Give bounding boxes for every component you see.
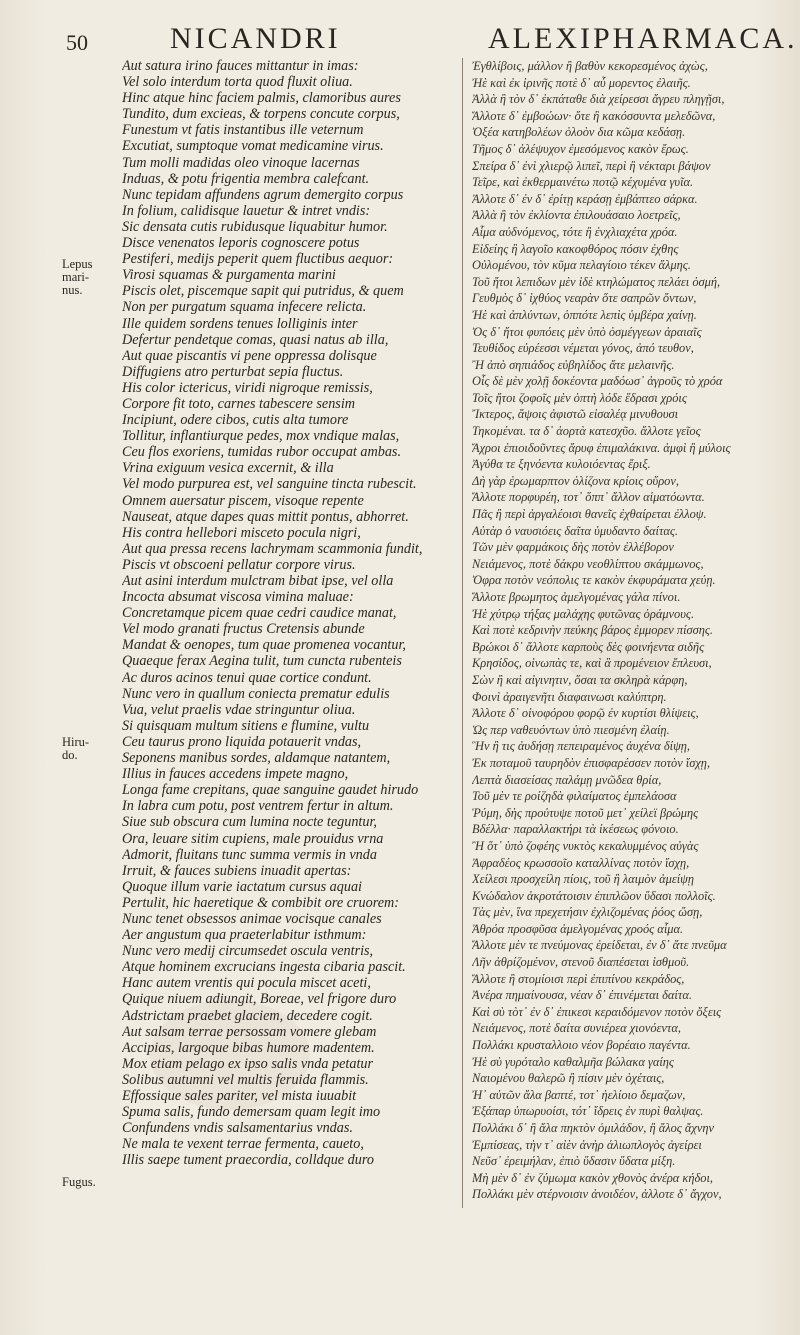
greek-verse-line: Λεπτὰ διασείσας παλάμῃ μνῶδεα θρία, <box>472 772 662 787</box>
latin-verse-line: Aut qua pressa recens lachrymam scammonia fundit, <box>122 540 423 557</box>
latin-verse-line: Piscis olet, piscemque sapit qui putridus, & quem <box>122 283 404 300</box>
greek-verse-line: Ὡς περ ναθευόντων ὑπὸ πιεσμένη ἐλαίῃ. <box>472 722 670 737</box>
latin-verse-line: Confundens vndis salsamentarius vndas. <box>122 1120 353 1137</box>
greek-verse-line: Γευθμὸς δ᾽ ἰχθύος νεαρὰν ὅτε σαπρῶν ὄντων, <box>472 291 697 306</box>
latin-verse-line: In folium, calidisque lauetur & intret vndis: <box>122 202 371 219</box>
latin-verse-line: Solibus autumni vel multis feruida flammis. <box>122 1071 369 1088</box>
greek-verse-line: Χείλεσι προσχείλη πίοις, τοῦ ἢ λαιμὸν ἀμείψῃ <box>472 872 695 887</box>
greek-verse-line: Οἷς δὲ μὲν χολῇ δοκέοντα μαδόωσ᾽ ἀγροῦς τὸ χρόα <box>472 374 723 389</box>
greek-verse-line: Πολλάκι μὲν στέρνοισιν ἀνοιδέον, ἀλλοτε δ᾽ ἄγχον, <box>472 1187 722 1202</box>
latin-verse-line: Piscis vt obscoeni pellatur corpore virus. <box>122 556 356 573</box>
greek-verse-line: Ἀνέρα πημαίνουσα, νέαν δ᾽ ἐπινέμεται δαίτα. <box>472 988 692 1003</box>
latin-verse-line: Si quisquam multum sitiens e flumine, vultu <box>122 717 370 734</box>
latin-verse-line: Seponens manibus sordes, aldamque natantem, <box>122 750 391 767</box>
greek-verse-line: Ἢ ὅτ᾽ ὑπὸ ζοφέης νυκτὸς κεκαλυμμένος αὐγὰς <box>472 838 699 853</box>
latin-verse-line: Ne mala te vexent terrae fermenta, caueto, <box>122 1136 364 1153</box>
greek-verse-line: Λῆν ἀθρίζομένον, στενοῦ διαπέσεται ἰσθμοῦ. <box>472 955 690 970</box>
latin-verse-line: Nauseat, atque dapes quas mittit pontus, abhorret. <box>122 508 409 525</box>
latin-verse-line: Effossique sales pariter, vel mista iuuabit <box>122 1088 357 1104</box>
greek-verse-line: Νειάμενος, ποτὲ δάκρυ νεοθλίπτου σκάμμωνος, <box>472 556 704 571</box>
latin-verse-line: Vel modo granati fructus Cretensis abunde <box>122 621 365 638</box>
greek-verse-line: Πολλάκι δ᾽ ἢ ἄλα πηκτὸν ὁμιλάδον, ἢ ἄλος ἄχνην <box>472 1121 715 1135</box>
latin-verse-line: His contra hellebori misceto pocula nigri, <box>122 524 361 541</box>
latin-verse-line: Virosi squamas & purgamenta marini <box>122 267 336 284</box>
latin-verse-line: Illius in fauces accedens impete magno, <box>122 766 349 783</box>
latin-verse-line: Pertulit, hic haeretique & combibit ore cruorem: <box>122 894 399 911</box>
greek-verse-line: Τοῦ ἤτοι λεπιδων μὲν ἰδὲ κτηλώματος πελάει ὀσμή, <box>472 274 721 289</box>
latin-verse-line: Longa fame crepitans, quae sanguine gaudet hirudo <box>122 782 419 799</box>
latin-verse-line: Ora, leuare sitim cupiens, male prouidus vrna <box>122 830 384 847</box>
running-title-right: ALEXIPHARMACA. <box>488 22 798 55</box>
latin-verse-line: Irruit, & fauces subiens inuadit apertas: <box>122 862 352 879</box>
greek-verse-line: Κνώδαλον ἀκροτάτοισιν ἐπιπλῶον ὕδασι πολλοῖς. <box>472 888 716 903</box>
latin-verse-line: Mandat & oenopes, tum quae promenea vocantur, <box>122 637 406 654</box>
latin-verse-line: Incipiunt, odere cibos, cutis alta tumore <box>122 412 349 429</box>
greek-text-column <box>472 58 792 1203</box>
greek-verse-line: Τὰς μὲν, ἵνα πρεχετήσιν ἐχλιζομένας ῥόος ὤσῃ, <box>472 905 703 920</box>
latin-verse-line: Nunc vero medij circumsedet oscula ventris, <box>122 943 374 960</box>
latin-verse-line: Aut asini interdum mulctram bibat ipse, vel olla <box>122 573 394 589</box>
latin-verse-line: Ceu taurus prono liquida potauerit vndas, <box>122 733 362 750</box>
greek-verse-line: Ἄλλοτε δ᾽ ἐμβοώων· ὅτε ἢ κακόσσυντα μελεδῶνα, <box>472 108 716 123</box>
greek-verse-line: Φοινὶ ἀραιγενῆτι διαφαινωσι καλύπτρη. <box>472 689 667 704</box>
greek-verse-line: Ἐμπίσεας, τὴν τ᾽ αἰὲν ἀνὴρ ἁλιωπλογὸς ἀγείρει <box>472 1137 702 1152</box>
latin-verse-line: Tollitur, inflantiurque pedes, mox vndique malas, <box>122 428 400 445</box>
latin-verse-line: Hinc atque hinc faciem palmis, clamoribus aures <box>122 90 401 107</box>
latin-verse-line: Omnem auersatur piscem, visoque repente <box>122 492 364 509</box>
greek-verse-line: Καὶ ποτὲ κεδρινὴν πεύκης βάρος ἐμμορεν πίσσης. <box>472 623 714 638</box>
latin-verse-line: Aut quae piscantis vi pene oppressa dolisque <box>122 347 377 364</box>
latin-verse-line: Pestiferi, medijs peperit quem fluctibus aequor: <box>122 251 394 268</box>
latin-text-column <box>122 58 458 1168</box>
latin-verse-line: Excutiat, sumptoque vomat medicamine virus. <box>122 138 384 155</box>
greek-verse-line: Ἐκ ποταμοῦ ταυρηδὸν ἐπισφαρέσσεν ποτὸν ἴσχῃ, <box>472 755 711 770</box>
greek-verse-line: Ἐγθλίβοις, μάλλον ἢ βαθὺν κεκορεσμένος ἀχὼς, <box>472 59 708 73</box>
greek-verse-line: Ἴκτερος, ἄψοις ἀφιστῶ εἰσαλέᾳ μινυθουσι <box>472 407 679 422</box>
latin-verse-line: Vel modo purpurea est, vel sanguine tincta rubescit. <box>122 476 417 493</box>
latin-verse-line: Mox etiam pelago ex ipso salis vnda petatur <box>122 1055 373 1072</box>
greek-verse-line: Καὶ σὺ τὸτ᾽ ἐν δ᾽ ἐπικεσι κεραιδόμενον ποτὸν ὄξεις <box>472 1004 722 1019</box>
greek-verse-line: Βρώκοι δ᾽ ἄλλοτε καρποὺς δὲς φοινήεντα σιδῆς <box>472 639 705 654</box>
latin-verse-line: His color ictericus, viridi nigroque remissis, <box>122 379 373 396</box>
greek-verse-line: Ναιομένου θαλερῶ ἢ πίσιν μὲν ὀχέταις, <box>472 1071 665 1086</box>
greek-verse-line: Ἄλλοτε πορφυρέη, τοτ᾽ ὅππ᾽ ἄλλον αἱματόωντα. <box>472 490 705 505</box>
latin-verse-line: Vrina exiguum vesica excernit, & illa <box>122 460 334 477</box>
greek-verse-line: Αὐτὰρ ὁ ναυσιόεις δαῖτα ὑμυδαντο δαίτας. <box>472 523 679 538</box>
greek-verse-line: Ἀλλὰ ἢ τὸν δ᾽ ἐκπάταθε διὰ χείρεσσι ἄγρευ πληγῇσι, <box>472 92 725 107</box>
column-divider <box>462 58 463 1208</box>
latin-verse-line: Quoque illum varie iactatum cursus aquai <box>122 878 362 895</box>
latin-verse-line: Adstrictam praebet glaciem, decedere cogit. <box>122 1007 373 1024</box>
margin-note-fugus: Fugus. <box>62 1175 96 1189</box>
latin-verse-line: Concretamque picem quae cedri caudice manat, <box>122 605 397 622</box>
greek-verse-line: Ὀξέα κατηβολέων ὀλοὸν δια κῶμα κεδάσῃ. <box>472 125 686 140</box>
latin-verse-line: Tum molli madidas oleo vinoque lacernas <box>122 154 360 171</box>
greek-verse-line: Τηκομέναι. τα δ᾽ ἀορτὰ κατεσχῦο. ἄλλοτε γεῖος <box>472 424 701 439</box>
greek-verse-line: Ῥύμη, δὴς προὐτυψε ποτοῦ μετ᾽ χείλεϊ βρώμης <box>472 805 699 820</box>
latin-verse-line: Ceu flos exoriens, tumidas rubor occupat ambas. <box>122 444 402 461</box>
greek-verse-line: Τευθίδος εὐρέεσσι νέμεται γόνος, ἀπό τευθον, <box>472 341 694 356</box>
greek-verse-line: Ἄλλοτε ἢ στομίοισι περὶ ἐπιπίνου κεκράδος, <box>472 971 685 986</box>
latin-verse-line: In labra cum potu, post ventrem fertur in altum. <box>122 798 394 815</box>
greek-verse-line: Ἀγύθα τε ξηνόεντα κυλοιόεντας ἔριξ. <box>472 457 651 472</box>
latin-verse-line: Defertur pendetque comas, quasi natus ab illa, <box>122 331 389 348</box>
greek-verse-line: Πᾶς ἢ περὶ ἀργαλέοισι θανεῖς ἐχθαίρεται ἐλλοψ. <box>472 507 707 522</box>
latin-verse-line: Atque hominem excrucians ingesta cibaria pascit. <box>122 959 406 976</box>
greek-verse-line: Ἠὲ καὶ ἀπλύντων, ὁππότε λεπὶς ὑμβέρα χαίνῃ. <box>472 307 697 322</box>
latin-verse-line: Accipias, largoque bibas humore madentem. <box>122 1039 375 1056</box>
latin-verse-line: Ac duros acinos tenui quae cortice condunt. <box>122 669 372 686</box>
latin-verse-line: Admorit, fluitans tunc summa vermis in vnda <box>122 846 377 863</box>
latin-verse-line: Non per purgatum squama infecere relicta. <box>122 299 367 316</box>
greek-verse-line: Ἠὲ σὺ γυρόταλο καθαλμῆα βώλακα γαίης <box>472 1054 674 1069</box>
greek-verse-line: Νεῦσ᾽ ἐρειμήλαν, ἐπιὸ ὕδασιν ὕδατα μίξη. <box>472 1154 676 1169</box>
latin-verse-line: Quaeque ferax Aegina tulit, tum cuncta rubenteis <box>122 653 402 670</box>
latin-verse-line: Tundito, dum excieas, & torpens concute corpus, <box>122 106 400 123</box>
greek-verse-line: Ὀφρα ποτὸν νεόπολις τε κακὸν ἐκφυράματα χεύῃ. <box>472 573 716 588</box>
greek-verse-line: Σπείρα δ᾽ ἐνὶ χλιερῷ λιπεῖ, περὶ ἢ νέκταρι βάψον <box>472 158 711 173</box>
margin-note-lepus: Lepus mari- nus. <box>62 257 93 297</box>
greek-verse-line: Ἄλλοτε μὲν τε πνεύμονας ἐρείδεται, ἐν δ᾽ ἄτε πνεῦμα <box>472 938 727 953</box>
greek-verse-line: Ἄχροι ἐπιοιδοῦντες ἄρυφ ἐπιμαλάκινα. ἀμφὶ ἢ μύλοις <box>472 440 731 455</box>
latin-verse-line: Illis saepe tument praecordia, colldque duro <box>122 1152 374 1169</box>
greek-verse-line: Ὀς δ᾽ ἤτοι φυπόεις μὲν ὑπὸ ὀσμέγγεων ἀραιαῖς <box>472 324 702 339</box>
latin-verse-line: Diffugiens atro perturbat sepia fluctus. <box>122 363 344 380</box>
greek-verse-line: Ἄλλοτε βρωμητος ἀμελγομένας γάλα πίνοι. <box>472 590 681 604</box>
greek-verse-line: Τοῦ μὲν τε ροίζηδὰ φιλαίματος ἐμπελάοσα <box>472 789 677 804</box>
greek-verse-line: Τεῖρε, καὶ ἐκθερμαινέτω ποτῷ κέχυμένα γυῖα. <box>472 175 694 190</box>
greek-verse-line: Μὴ μὲν δ᾽ ἐν ζύμωμα κακὸν χθονὸς ἀνέρα κήδοι, <box>472 1170 713 1185</box>
greek-verse-line: Οὐλομένου, τὸν κῦμα πελαγίοιο τέκεν ἅλμης. <box>472 258 691 273</box>
latin-verse-line: Nunc vero in quallum coniecta prematur edulis <box>122 685 390 702</box>
greek-verse-line: Δὴ γὰρ ἐρωμαρπτον ὀλίζονα κρίοις οὔρον, <box>472 473 679 488</box>
latin-verse-line: Ille quidem sordens tenues lolliginis inter <box>122 315 358 332</box>
greek-verse-line: Κρησίδος, οἰνωπὰς τε, καὶ ἃ προμένειον ἔπλευσι, <box>472 656 712 671</box>
latin-verse-line: Aut satura irino fauces mittantur in imas: <box>122 58 359 74</box>
latin-verse-line: Nunc tenet obsessos animae vocisque canales <box>122 910 382 927</box>
greek-verse-line: Ἠὲ καὶ ἐκ ἰρινῆς ποτὲ δ᾽ αὖ μορεντος ἐλαιῆς. <box>472 75 691 90</box>
greek-verse-line: Βδέλλα· παραλλακτήρι τὰ ἰκέσεως φόνοιο. <box>472 822 679 837</box>
latin-verse-line: Funestum vt fatis instantibus ille veternum <box>122 122 364 139</box>
greek-verse-line: Ἐξάπαρ ὑπωρυοίσι, τότ᾽ ἴδρεις ἐν πυρὶ θαλψας. <box>472 1104 704 1119</box>
latin-verse-line: Sic densata cutis rubidusque liquabitur humor. <box>122 218 388 235</box>
latin-verse-line: Hanc autem vrentis qui pocula miscet aceti, <box>122 975 371 992</box>
greek-verse-line: Πολλάκι κρυσταλλοιο νέον βορέαιο παγέντα. <box>472 1038 691 1053</box>
margin-note-hirudo: Hiru- do. <box>62 735 90 762</box>
page-number: 50 <box>66 30 88 55</box>
greek-verse-line: Ἀφραδέος κρωσσοῖο καταλλίνας ποτὸν ἴσχῃ, <box>472 855 690 870</box>
latin-verse-line: Corpore fit toto, carnes tabescere sensim <box>122 395 356 412</box>
latin-verse-line: Nunc tepidam affundens agrum demergito corpus <box>122 186 404 203</box>
greek-verse-line: Ἠὲ χύτρῳ τήξας μαλάχης φυτῶνας ὀράμνους. <box>472 606 695 621</box>
greek-verse-line: Σὼν ἢ καὶ αἰγινητιν, ὅσαι τα σκληρὰ κάρφη, <box>472 672 688 687</box>
greek-verse-line: Τῶν μὲν φαρμάκοις δὴς ποτὸν ἐλλέβορον <box>472 540 674 555</box>
latin-verse-line: Incocta absumat viscosa vimina maluae: <box>122 589 354 606</box>
greek-verse-line: Ἣν ἢ τις ἀυδήσῃ πεπειραμένος ἀυχένα δίψῃ, <box>472 739 691 754</box>
greek-verse-line: Αἷμα αὐδνόμενος, τότε ἢ ἐνχλιαχέτα χρόα. <box>472 224 678 239</box>
greek-verse-line: Νειάμενος, ποτὲ δαίτα συνιέρεα χιονόεντα, <box>472 1021 681 1036</box>
greek-verse-line: Ἀθρόα προσφῦσα ἀμελγομένας χροός αἷμα. <box>472 921 684 936</box>
greek-verse-line: Ἀλλοτε δ᾽ οἰνοφόρου φορῷ ἐν κυρτίσι θλίψεις, <box>472 706 699 721</box>
page-header <box>60 10 798 55</box>
latin-verse-line: Aer angustum qua praeterlabitur isthmum: <box>122 927 367 944</box>
latin-verse-line: Aut salsam terrae persossam vomere glebam <box>122 1023 377 1040</box>
greek-verse-line: Τοῖς ἤτοι ζοφοῖς μὲν ὀπτὴ λόδε ἕδρασι χρόις <box>472 390 687 405</box>
running-title-left: NICANDRI <box>170 22 341 55</box>
latin-verse-line: Siue sub obscura cum lumina nocte teguntur, <box>122 814 377 831</box>
greek-verse-line: Τῆμος δ᾽ ἀλέψυχον ἐμεσόμενος κακὸν ἔρως. <box>472 141 689 156</box>
latin-verse-line: Disce venenatos leporis cognoscere potus <box>122 235 360 252</box>
latin-verse-line: Quique niuem adiungit, Boreae, vel frigore duro <box>122 991 397 1008</box>
latin-verse-line: Spuma salis, fundo demersam quam legit imo <box>122 1104 381 1121</box>
latin-verse-line: Induas, & potu frigentia membra calefcant. <box>122 170 370 187</box>
greek-verse-line: Εἰδείης ἢ λαγοῖο κακοφθόρος πόσιν ἐχθης <box>472 241 679 256</box>
greek-verse-line: Ἀλλοτε δ᾽ ἐν δ᾽ ἐρίτῃ κεράσῃ ἐμβάπτεο σάρκα. <box>472 191 698 206</box>
greek-verse-line: Ἀλλὰ ἢ τὸν ἐκλίοντα ἐπιλουάσαιο λοετρεῖς, <box>472 208 681 223</box>
latin-verse-line: Vel solo interdum torta quod fluxit oliua. <box>122 74 353 91</box>
greek-verse-line: Ἢ ἀπὸ σηπιάδος εὐβηλίδος ἄτε μελαινῆς. <box>472 357 675 372</box>
latin-verse-line: Vua, velut praelis vdae stringuntur oliua. <box>122 701 356 718</box>
greek-verse-line: Ἠ᾽ αὐτῶν ἄλα βαπτέ, τοτ᾽ ἠελίοιο δεμαζων, <box>472 1087 686 1102</box>
